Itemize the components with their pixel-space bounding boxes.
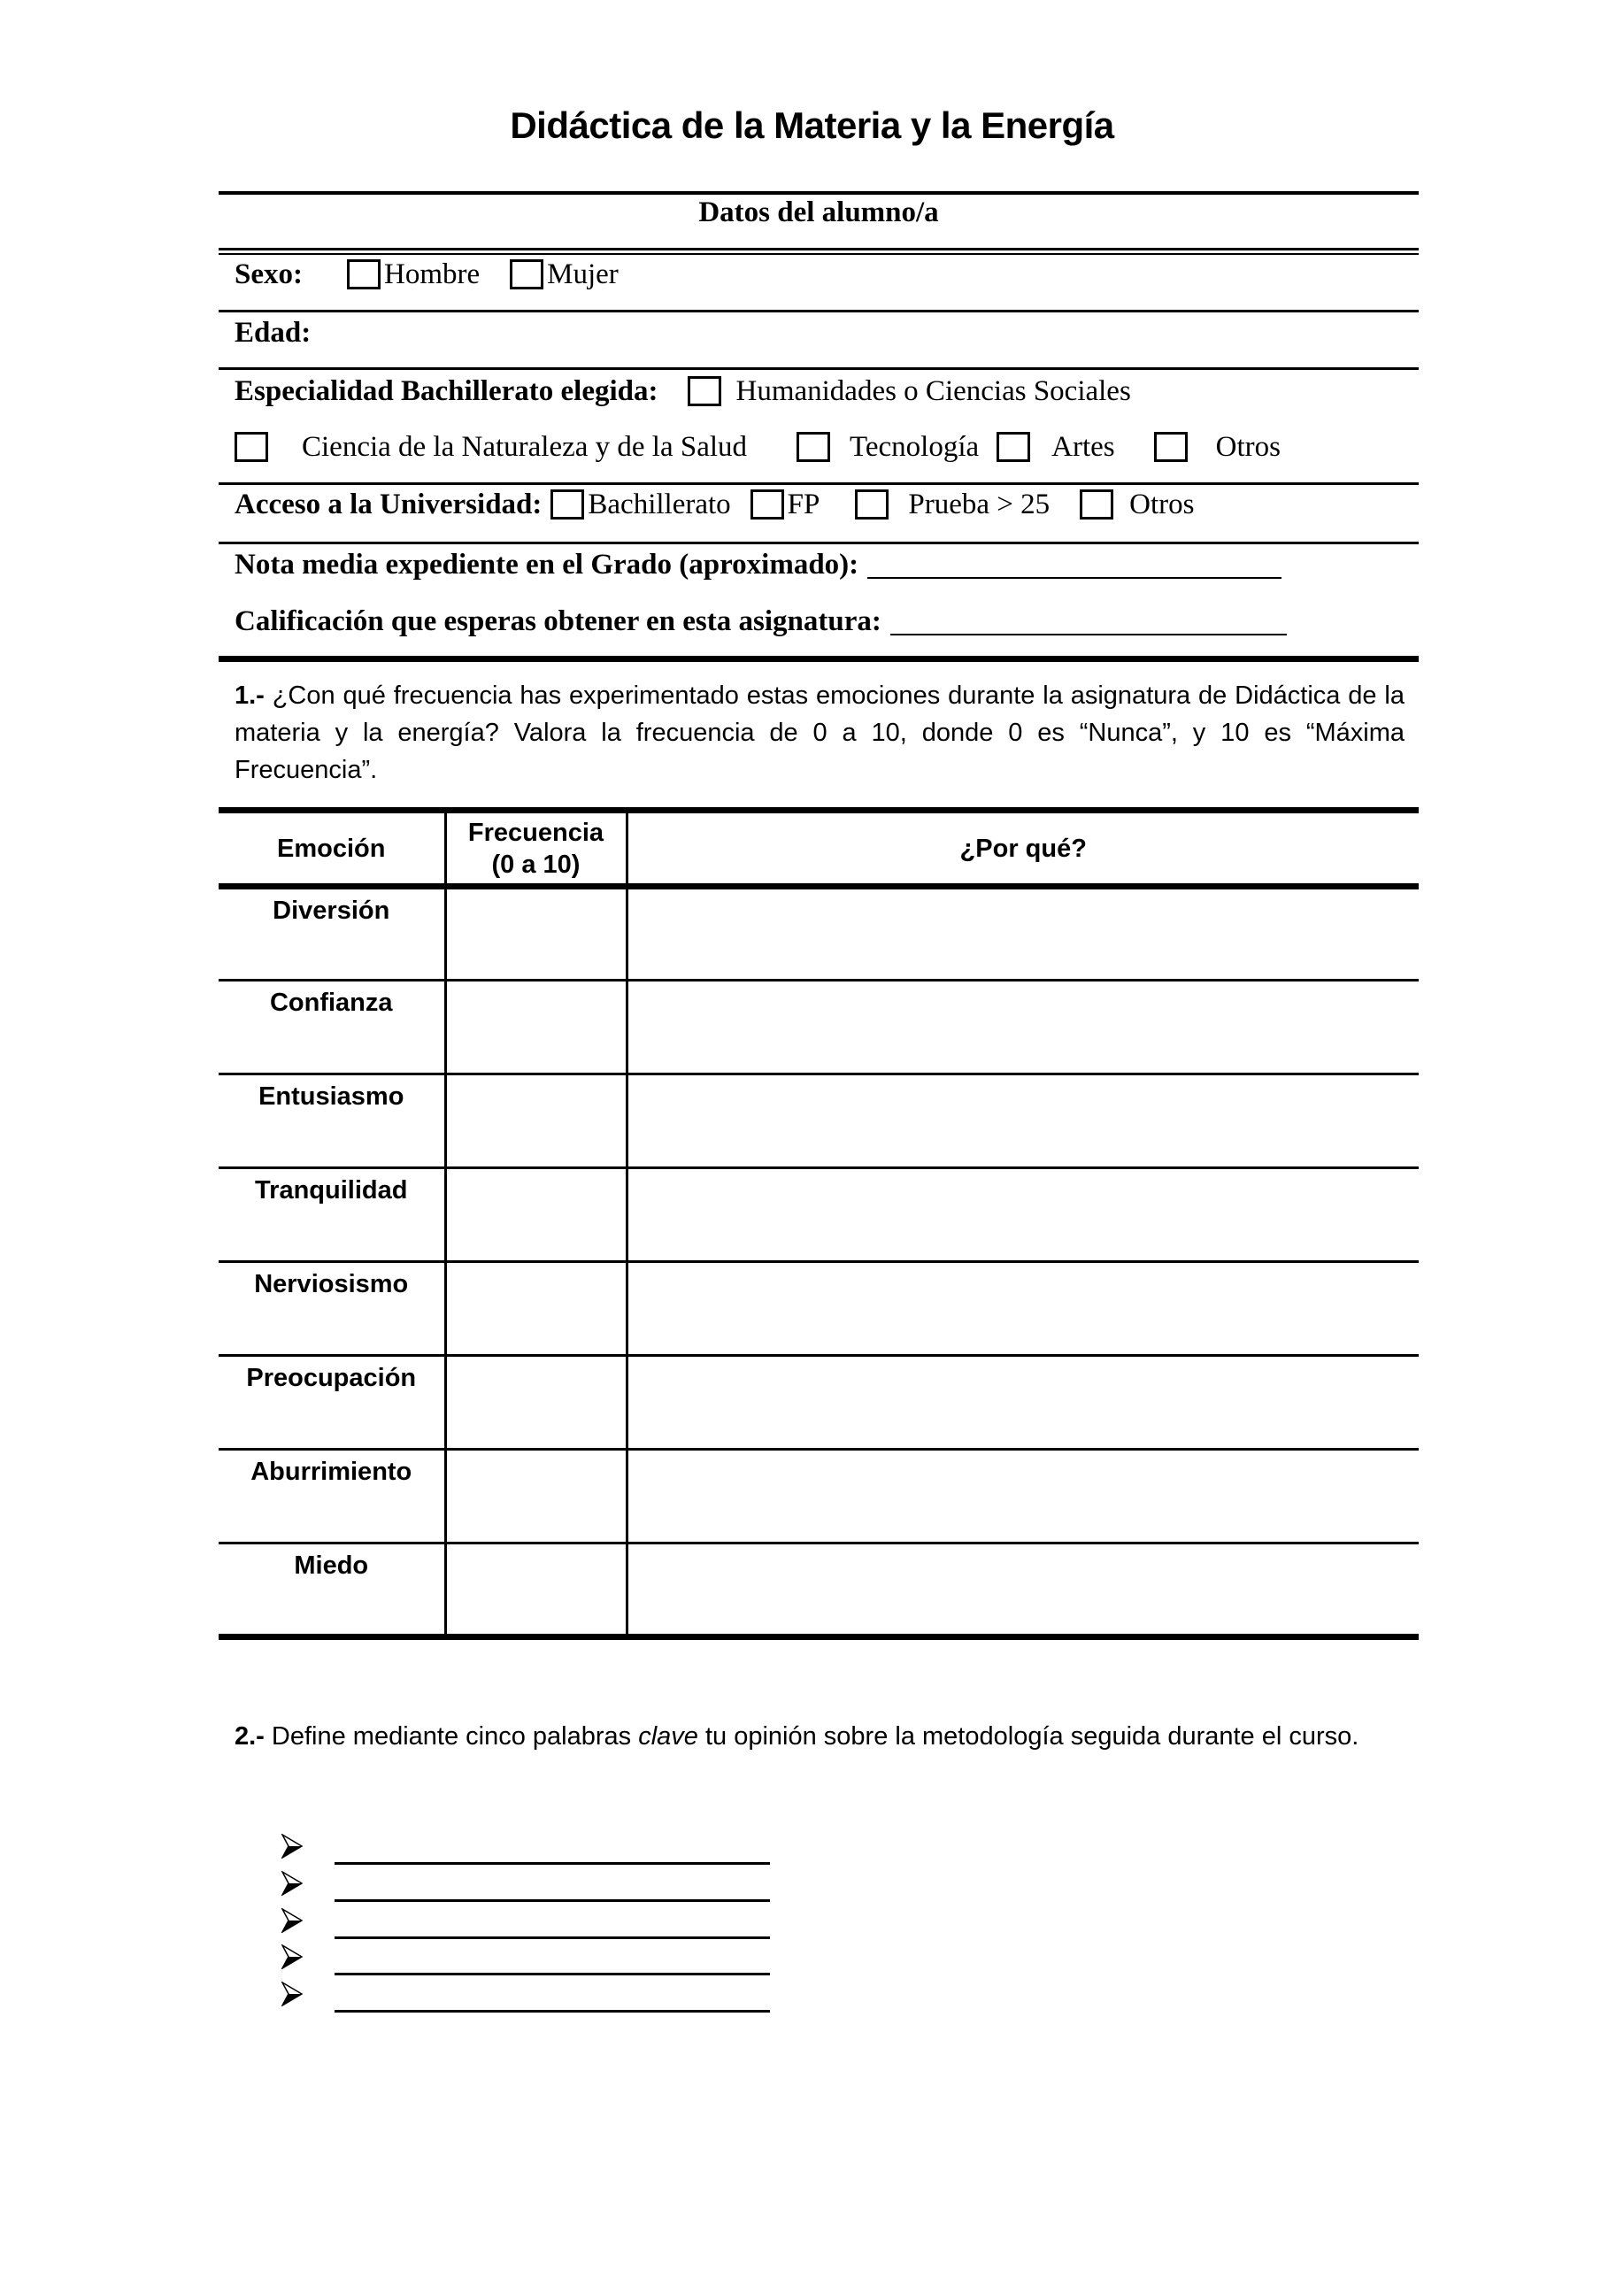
access-other-label: Otros bbox=[1129, 488, 1195, 520]
specialty-row-1 bbox=[235, 373, 1131, 409]
frequency-cell[interactable] bbox=[445, 1262, 627, 1356]
grade-average-label: Nota media expediente en el Grado (aproximado): bbox=[235, 548, 859, 581]
sex-female-checkbox[interactable] bbox=[510, 259, 543, 289]
specialty-humanities-checkbox[interactable] bbox=[688, 376, 721, 406]
table-header-row bbox=[219, 811, 1419, 887]
emotions-table bbox=[219, 807, 1419, 1640]
divider bbox=[219, 367, 1419, 370]
sex-male-checkbox[interactable] bbox=[347, 259, 381, 289]
keyword-field-3[interactable] bbox=[335, 1936, 770, 1939]
access-row bbox=[235, 487, 1194, 522]
table-row bbox=[219, 1262, 1419, 1356]
sex-row bbox=[235, 257, 619, 292]
why-cell[interactable] bbox=[627, 1262, 1419, 1356]
specialty-other-checkbox[interactable] bbox=[1154, 432, 1188, 462]
header-emotion: Emoción bbox=[219, 811, 445, 887]
divider bbox=[219, 310, 1419, 312]
why-cell[interactable] bbox=[627, 1074, 1419, 1168]
specialty-humanities-label: Humanidades o Ciencias Sociales bbox=[735, 374, 1131, 407]
emotion-name: Tranquilidad bbox=[219, 1168, 445, 1262]
why-cell[interactable] bbox=[627, 1543, 1419, 1637]
emotion-name: Diversión bbox=[219, 887, 445, 981]
expected-grade-row bbox=[235, 604, 1287, 639]
sex-female-label: Mujer bbox=[547, 258, 619, 290]
table-row bbox=[219, 1356, 1419, 1450]
specialty-technology-label: Tecnología bbox=[850, 430, 980, 463]
sex-label: Sexo: bbox=[235, 258, 303, 290]
question-2-text-after: tu opinión sobre la metodología seguida durante el curso. bbox=[697, 1722, 1359, 1751]
expected-grade-field[interactable] bbox=[890, 607, 1287, 635]
arrow-bullet-icon bbox=[281, 1908, 303, 1933]
specialty-science-label: Ciencia de la Naturaleza y de la Salud bbox=[302, 430, 748, 463]
keyword-field-2[interactable] bbox=[335, 1899, 770, 1902]
question-2-text-before: Define mediante cinco palabras bbox=[264, 1722, 639, 1751]
emotion-name: Nerviosismo bbox=[219, 1262, 445, 1356]
access-fp-label: FP bbox=[787, 488, 820, 520]
access-other-checkbox[interactable] bbox=[1080, 489, 1113, 520]
frequency-cell[interactable] bbox=[445, 981, 627, 1074]
document-title: Didáctica de la Materia y la Energía bbox=[510, 104, 1114, 146]
table-row bbox=[219, 1074, 1419, 1168]
frequency-cell[interactable] bbox=[445, 1168, 627, 1262]
emotion-name: Miedo bbox=[219, 1543, 445, 1637]
why-cell[interactable] bbox=[627, 981, 1419, 1074]
specialty-arts-checkbox[interactable] bbox=[997, 432, 1030, 462]
emotion-name: Confianza bbox=[219, 981, 445, 1074]
why-cell[interactable] bbox=[627, 1168, 1419, 1262]
access-bachillerato-label: Bachillerato bbox=[588, 488, 731, 520]
table-row bbox=[219, 1168, 1419, 1262]
grade-average-row bbox=[235, 547, 1281, 582]
keyword-field-1[interactable] bbox=[335, 1862, 770, 1865]
keyword-item-4 bbox=[281, 1941, 777, 1978]
arrow-bullet-icon bbox=[281, 1834, 303, 1859]
arrow-bullet-icon bbox=[281, 1871, 303, 1896]
question-1-number: 1.- bbox=[235, 681, 265, 710]
divider-double-top bbox=[219, 248, 1419, 250]
access-fp-checkbox[interactable] bbox=[750, 489, 784, 520]
arrow-bullet-icon bbox=[281, 1982, 303, 2006]
why-cell[interactable] bbox=[627, 1356, 1419, 1450]
sex-male-label: Hombre bbox=[384, 258, 481, 290]
age-label: Edad: bbox=[235, 316, 312, 349]
table-row bbox=[219, 887, 1419, 981]
header-frequency-line1: Frecuencia bbox=[467, 818, 604, 847]
age-row bbox=[235, 315, 311, 350]
header-frequency-line2: (0 a 10) bbox=[491, 850, 581, 879]
keyword-item-5 bbox=[281, 1978, 777, 2015]
section-title-student-data: Datos del alumno/a bbox=[698, 196, 939, 228]
header-why: ¿Por qué? bbox=[627, 811, 1419, 887]
specialty-arts-label: Artes bbox=[1051, 430, 1115, 463]
table-row bbox=[219, 1450, 1419, 1543]
divider bbox=[219, 542, 1419, 544]
frequency-cell[interactable] bbox=[445, 1074, 627, 1168]
access-bachillerato-checkbox[interactable] bbox=[550, 489, 584, 520]
keyword-field-5[interactable] bbox=[335, 2010, 770, 2013]
header-frequency bbox=[445, 811, 627, 887]
arrow-bullet-icon bbox=[281, 1944, 303, 1969]
emotion-name: Preocupación bbox=[219, 1356, 445, 1450]
question-2-text bbox=[235, 1715, 1405, 1758]
specialty-other-label: Otros bbox=[1215, 430, 1281, 463]
frequency-cell[interactable] bbox=[445, 1356, 627, 1450]
question-1-text bbox=[235, 677, 1405, 789]
divider-thick bbox=[219, 656, 1419, 662]
why-cell[interactable] bbox=[627, 887, 1419, 981]
age-field[interactable] bbox=[332, 315, 1412, 350]
expected-grade-label: Calificación que esperas obtener en esta asignatura: bbox=[235, 604, 881, 637]
why-cell[interactable] bbox=[627, 1450, 1419, 1543]
keyword-item-3 bbox=[281, 1905, 777, 1942]
keyword-item-1 bbox=[281, 1830, 777, 1867]
access-over25-label: Prueba > 25 bbox=[908, 488, 1051, 520]
specialty-label: Especialidad Bachillerato elegida: bbox=[235, 374, 658, 407]
emotion-name: Entusiasmo bbox=[219, 1074, 445, 1168]
divider bbox=[219, 482, 1419, 485]
keyword-field-4[interactable] bbox=[335, 1973, 770, 1975]
table-row bbox=[219, 981, 1419, 1074]
frequency-cell[interactable] bbox=[445, 887, 627, 981]
table-row bbox=[219, 1543, 1419, 1637]
emotion-name: Aburrimiento bbox=[219, 1450, 445, 1543]
question-2-text-italic: clave bbox=[638, 1722, 698, 1751]
frequency-cell[interactable] bbox=[445, 1543, 627, 1637]
grade-average-field[interactable] bbox=[867, 550, 1281, 579]
access-label: Acceso a la Universidad: bbox=[235, 488, 543, 520]
specialty-technology-checkbox[interactable] bbox=[797, 432, 830, 462]
keyword-item-2 bbox=[281, 1867, 777, 1905]
divider-top bbox=[219, 191, 1419, 195]
frequency-cell[interactable] bbox=[445, 1450, 627, 1543]
divider-double-bottom bbox=[219, 253, 1419, 255]
specialty-science-checkbox[interactable] bbox=[235, 432, 268, 462]
question-1-body: ¿Con qué frecuencia has experimentado estas emociones durante la asignatura de Didáctica de la materia y la energía? Valora la frecuencia de 0 a 10, donde 0 es “Nunca”, y 10 es “Máxima Frecuencia”. bbox=[235, 681, 1405, 784]
question-2-number: 2.- bbox=[235, 1722, 265, 1751]
access-over25-checkbox[interactable] bbox=[855, 489, 889, 520]
specialty-row-2 bbox=[235, 429, 1281, 465]
